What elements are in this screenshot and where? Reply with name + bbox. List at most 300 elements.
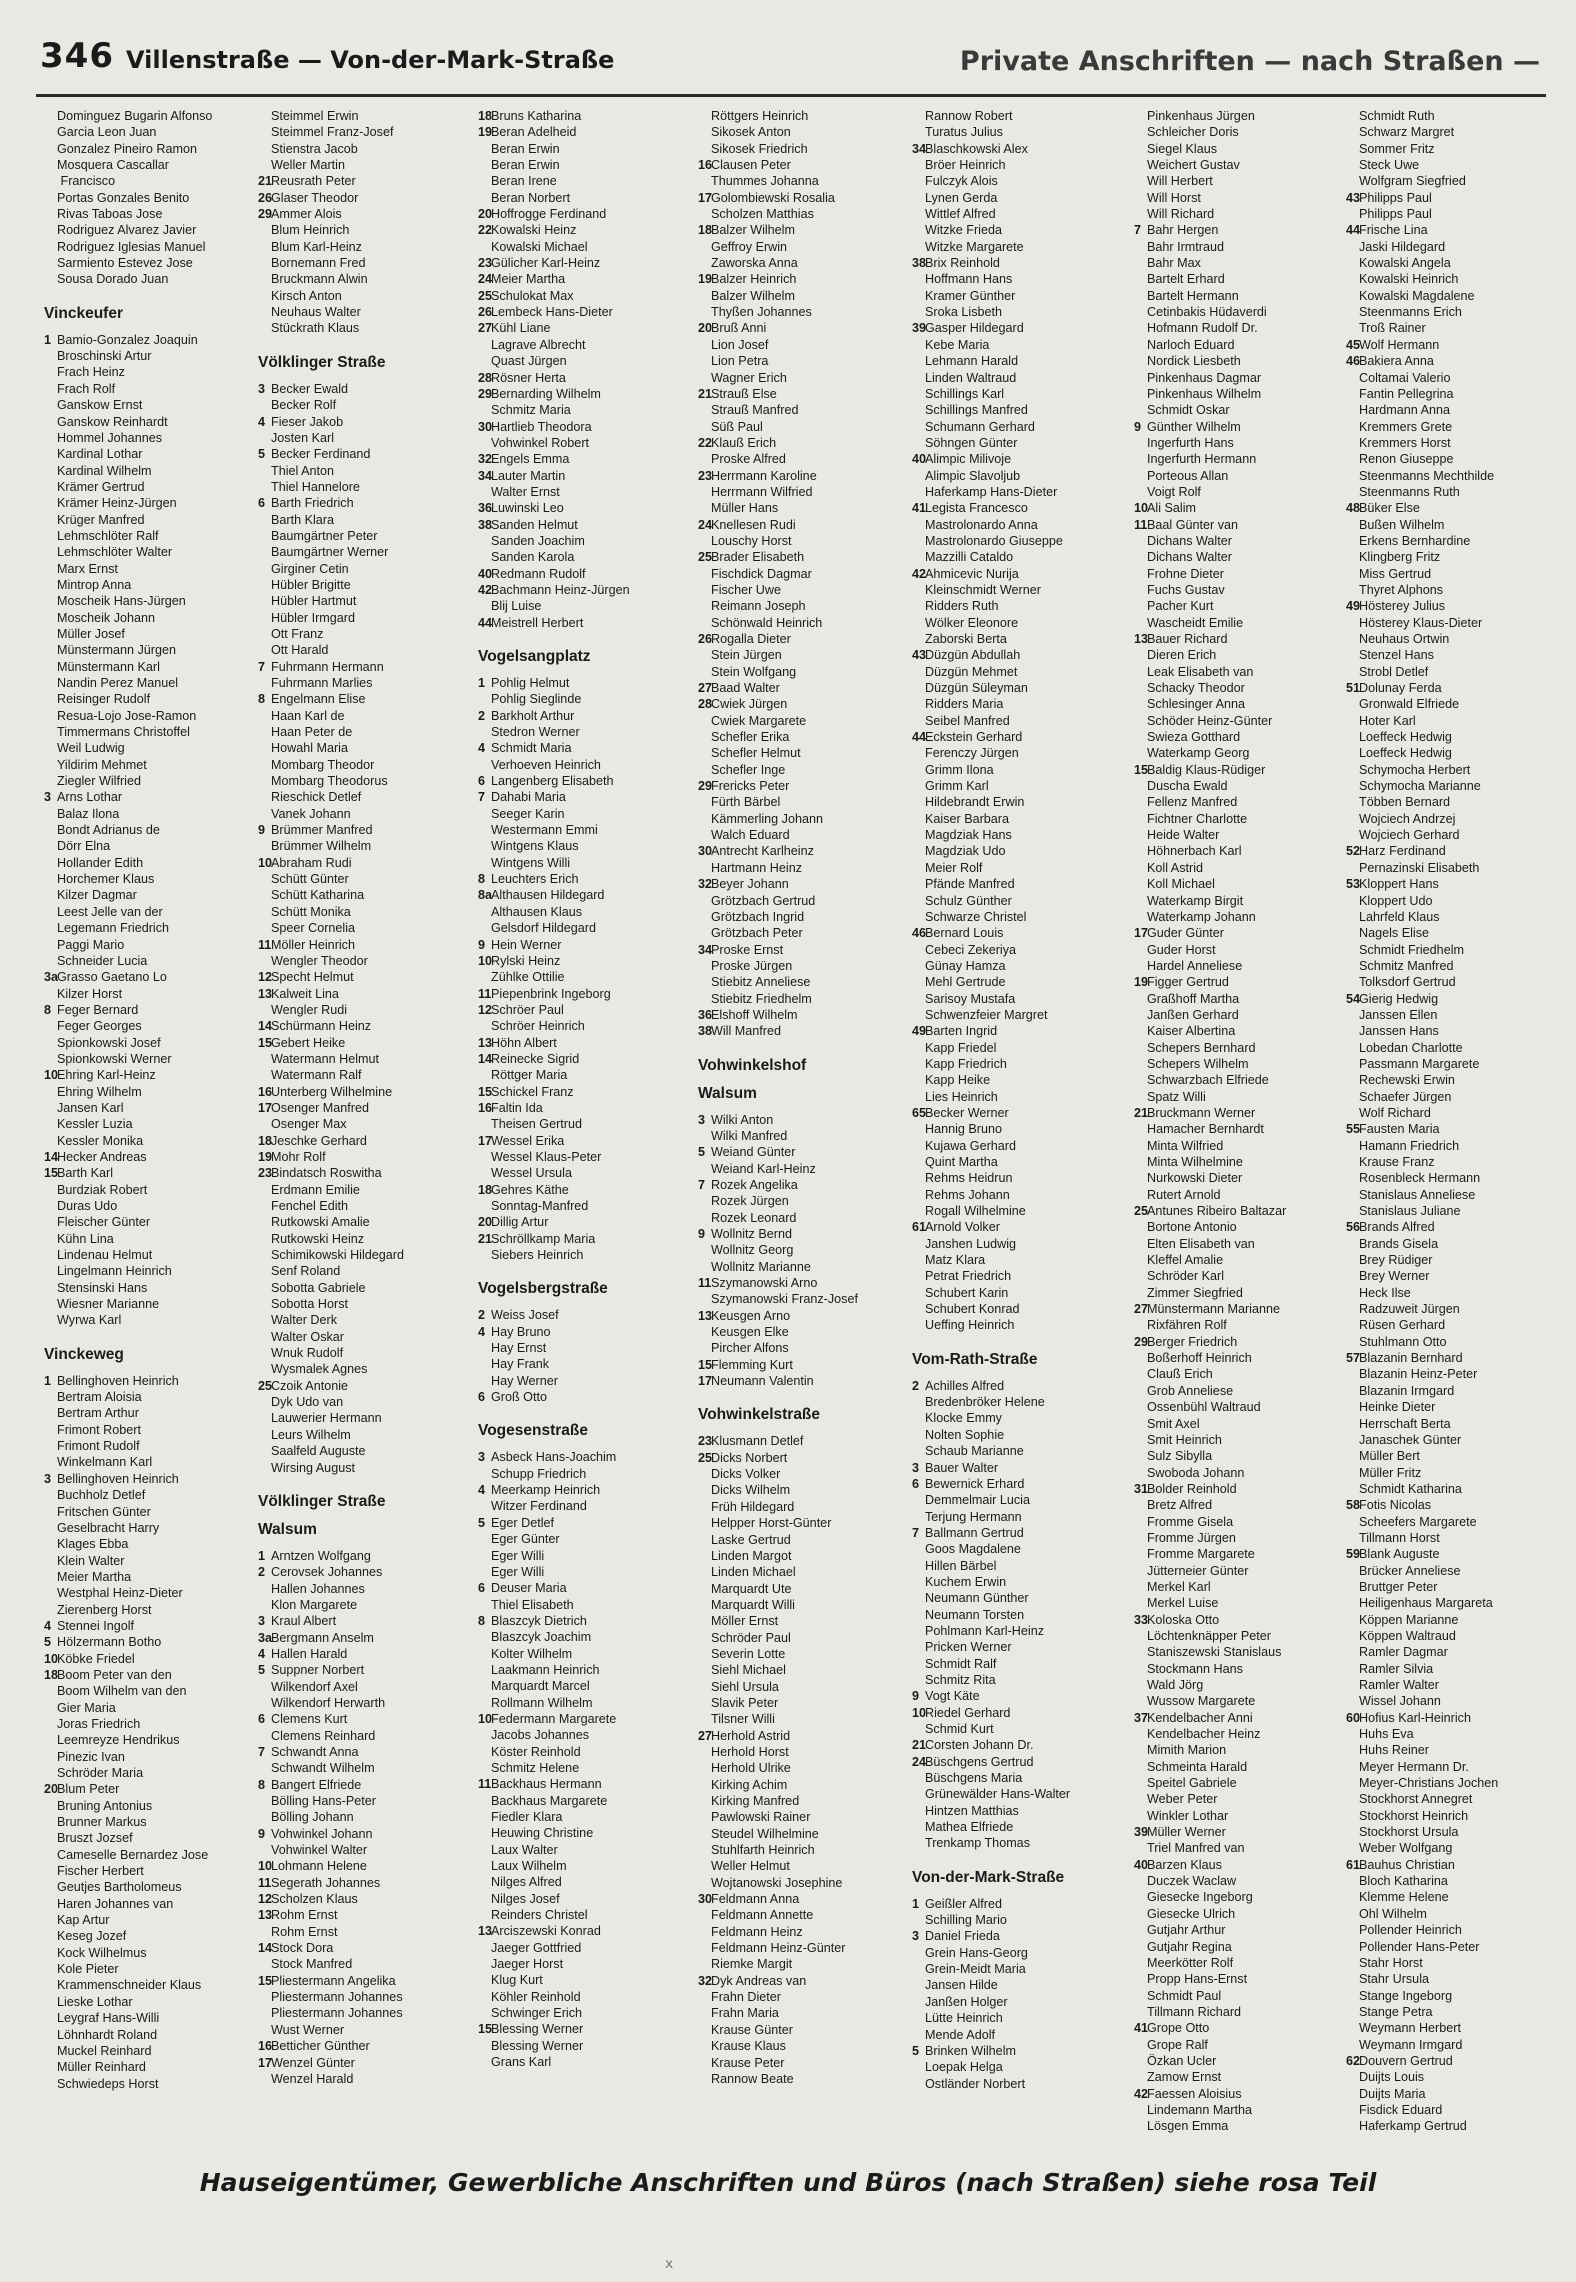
resident-name: Fritschen Günter — [57, 1504, 151, 1519]
resident-entry — [698, 1128, 898, 1144]
resident-entry — [258, 239, 458, 255]
resident-name: Rechewski Erwin — [1359, 1073, 1455, 1088]
resident-name: Figger Gertrud — [1147, 975, 1229, 990]
resident-entry — [698, 1291, 898, 1307]
resident-entry — [698, 1499, 898, 1515]
resident-entry — [1134, 1416, 1344, 1432]
resident-name: Fischer Uwe — [711, 582, 781, 597]
resident-entry — [698, 762, 898, 778]
resident-entry — [478, 1580, 678, 1596]
resident-name: Porteous Allan — [1147, 468, 1229, 483]
resident-entry — [1134, 1268, 1344, 1284]
resident-name: Fiedler Klara — [491, 1810, 563, 1824]
resident-entry — [478, 1809, 678, 1825]
resident-name: Herhold Ulrike — [711, 1761, 791, 1776]
resident-name: Hamacher Bernhardt — [1147, 1122, 1264, 1137]
resident-entry — [1346, 1236, 1550, 1252]
resident-entry — [1346, 222, 1550, 238]
resident-name: Schilling Mario — [925, 1913, 1007, 1928]
resident-name: Haferkamp Gertrud — [1359, 2119, 1467, 2134]
resident-entry — [912, 1105, 1112, 1121]
house-number: 19 — [1134, 975, 1149, 990]
resident-name: Leuchters Erich — [491, 872, 579, 887]
house-number: 32 — [698, 877, 713, 892]
resident-entry — [912, 1378, 1112, 1394]
resident-entry — [258, 1679, 458, 1695]
resident-entry — [698, 1973, 898, 1989]
house-number: 5 — [912, 2043, 920, 2058]
resident-name: Meyer Hermann Dr. — [1359, 1759, 1469, 1774]
resident-name: Wilki Manfred — [711, 1128, 788, 1143]
resident-entry — [912, 1285, 1112, 1301]
resident-name: Brücker Anneliese — [1359, 1563, 1461, 1578]
house-number: 19 — [478, 125, 493, 140]
resident-entry — [1134, 1301, 1344, 1317]
resident-entry — [1134, 1399, 1344, 1415]
resident-name: Clemens Kurt — [271, 1712, 348, 1727]
resident-entry — [1134, 1579, 1344, 1595]
resident-name: Reinecke Sigrid — [491, 1051, 580, 1066]
resident-entry — [698, 1007, 898, 1023]
resident-name: Hallen Harald — [271, 1646, 348, 1661]
resident-entry — [478, 1678, 678, 1694]
resident-entry — [1134, 402, 1344, 418]
resident-entry — [478, 484, 678, 500]
resident-entry — [478, 1989, 678, 2005]
resident-entry — [912, 124, 1112, 140]
resident-name: Feldmann Annette — [711, 1908, 814, 1923]
resident-entry — [478, 871, 678, 887]
resident-name: Schmitz Rita — [925, 1672, 996, 1687]
resident-entry — [258, 1891, 458, 1907]
resident-entry — [1134, 517, 1344, 533]
resident-entry — [44, 659, 234, 675]
resident-name: Dahabi Maria — [491, 790, 566, 805]
resident-name: Schmitz Manfred — [1359, 958, 1454, 973]
resident-entry — [912, 1252, 1112, 1268]
resident-entry — [698, 533, 898, 549]
resident-entry — [698, 1226, 898, 1242]
resident-entry — [912, 1590, 1112, 1606]
resident-entry — [1134, 1563, 1344, 1579]
house-number: 17 — [258, 1100, 273, 1115]
resident-entry — [478, 320, 678, 336]
resident-entry — [1346, 353, 1550, 369]
resident-entry — [912, 1754, 1112, 1770]
resident-entry — [258, 577, 458, 593]
resident-name: Frach Heinz — [57, 365, 125, 380]
resident-entry — [44, 1165, 234, 1181]
resident-name: Herhold Astrid — [711, 1728, 791, 1743]
resident-entry — [258, 1410, 458, 1426]
house-number: 9 — [912, 1689, 920, 1704]
resident-entry — [912, 1623, 1112, 1639]
house-number: 30 — [698, 844, 713, 859]
house-number: 60 — [1346, 1710, 1361, 1725]
resident-name: Mombarg Theodorus — [271, 774, 388, 789]
resident-entry — [698, 991, 898, 1007]
resident-entry — [698, 1940, 898, 1956]
resident-entry — [1346, 1710, 1550, 1726]
resident-entry — [1134, 843, 1344, 859]
resident-entry — [478, 353, 678, 369]
house-number: 17 — [698, 190, 713, 205]
resident-entry — [44, 157, 234, 173]
resident-name: Hannig Bruno — [925, 1122, 1003, 1137]
resident-entry — [698, 549, 898, 565]
resident-name: Schmidt Paul — [1147, 1988, 1222, 2003]
resident-name: Pinkenhaus Wilhelm — [1147, 386, 1262, 401]
resident-name: Huhs Eva — [1359, 1727, 1414, 1742]
resident-entry — [912, 778, 1112, 794]
resident-entry — [258, 1231, 458, 1247]
resident-name: Will Horst — [1147, 190, 1201, 205]
resident-name: Wolf Richard — [1359, 1105, 1431, 1120]
resident-name: Fuhrmann Marlies — [271, 676, 373, 690]
resident-name: Blaszcyk Dietrich — [491, 1613, 587, 1628]
resident-name: Mastrolonardo Giuseppe — [925, 533, 1063, 548]
resident-name: Grimm Karl — [925, 779, 989, 794]
resident-name: Feldmann Heinz — [711, 1924, 803, 1939]
resident-name: Kock Wilhelmus — [57, 1945, 147, 1960]
resident-entry — [698, 778, 898, 794]
resident-entry — [44, 1569, 234, 1585]
house-number: 5 — [258, 1663, 266, 1678]
resident-name: Pollender Heinrich — [1359, 1923, 1462, 1938]
resident-entry — [258, 724, 458, 740]
resident-name: Propp Hans-Ernst — [1147, 1972, 1248, 1987]
resident-name: Nilges Josef — [491, 1891, 560, 1906]
resident-entry — [1346, 1105, 1550, 1121]
resident-name: Rehms Johann — [925, 1187, 1010, 1202]
resident-entry — [1134, 1432, 1344, 1448]
resident-name: Schwiedeps Horst — [57, 2076, 159, 2091]
resident-entry — [258, 1989, 458, 2005]
resident-name: Geffroy Erwin — [711, 239, 788, 254]
resident-entry — [258, 544, 458, 560]
resident-entry — [1346, 1154, 1550, 1170]
resident-entry — [1346, 1873, 1550, 1889]
resident-name: Schmidt Ralf — [925, 1656, 997, 1671]
resident-entry — [698, 2005, 898, 2021]
resident-name: Hommel Johannes — [57, 430, 162, 445]
resident-entry — [44, 1504, 234, 1520]
resident-entry — [912, 729, 1112, 745]
resident-entry — [478, 1149, 678, 1165]
resident-name: Wölker Eleonore — [925, 615, 1019, 630]
resident-entry — [912, 745, 1112, 761]
resident-entry — [912, 713, 1112, 729]
house-number: 29 — [478, 386, 493, 401]
resident-entry — [44, 1438, 234, 1454]
resident-name: Stange Ingeborg — [1359, 1988, 1453, 2003]
resident-entry — [912, 1476, 1112, 1492]
resident-name: Tillmann Horst — [1359, 1530, 1440, 1545]
resident-entry — [258, 1329, 458, 1345]
resident-entry — [1134, 1285, 1344, 1301]
resident-entry — [258, 920, 458, 936]
resident-entry — [44, 1116, 234, 1132]
resident-name: Höhn Albert — [491, 1035, 557, 1050]
resident-entry — [478, 239, 678, 255]
resident-name: Becker Rolf — [271, 398, 337, 413]
resident-entry — [1134, 1219, 1344, 1235]
resident-name: Rogalla Dieter — [711, 632, 791, 646]
resident-name: Bamio-Gonzalez Joaquin — [57, 332, 198, 347]
resident-name: Althausen Hildegard — [491, 888, 605, 903]
resident-entry — [478, 500, 678, 516]
resident-entry — [1346, 1432, 1550, 1448]
resident-name: Rollmann Wilhelm — [491, 1695, 593, 1710]
resident-entry — [1346, 713, 1550, 729]
street-heading: Vogelsbergstraße — [478, 1280, 608, 1298]
resident-entry — [912, 794, 1112, 810]
resident-name: Fichtner Charlotte — [1147, 811, 1248, 826]
resident-name: Neuhaus Ortwin — [1359, 632, 1450, 646]
resident-name: Minta Wilhelmine — [1147, 1155, 1243, 1169]
resident-name: Zaworska Anna — [711, 256, 798, 271]
resident-name: Siehl Ursula — [711, 1679, 779, 1694]
resident-name: Hösterey Klaus-Dieter — [1359, 615, 1483, 630]
resident-entry — [44, 1100, 234, 1116]
house-number: 14 — [258, 1019, 273, 1034]
resident-name: Terjung Hermann — [925, 1509, 1022, 1524]
resident-name: Walter Ernst — [491, 484, 560, 499]
resident-entry — [1134, 1530, 1344, 1546]
resident-entry — [44, 430, 234, 446]
resident-name: Kühn Lina — [57, 1231, 114, 1246]
resident-name: Brunner Markus — [57, 1815, 147, 1830]
resident-name: Bölling Johann — [271, 1810, 354, 1825]
resident-entry — [478, 1018, 678, 1034]
resident-entry — [478, 419, 678, 435]
street-heading: Völklinger Straße — [258, 1492, 386, 1510]
resident-name: Ostländer Norbert — [925, 2076, 1026, 2091]
resident-entry — [1134, 582, 1344, 598]
resident-entry — [478, 1727, 678, 1743]
resident-name: Brix Reinhold — [925, 256, 1000, 271]
resident-name: Althausen Klaus — [491, 904, 583, 919]
resident-entry — [44, 1149, 234, 1165]
resident-entry — [258, 108, 458, 124]
resident-name: Petrat Friedrich — [925, 1269, 1012, 1284]
resident-entry — [1134, 1857, 1344, 1873]
resident-name: Dicks Volker — [711, 1467, 781, 1482]
resident-entry — [478, 468, 678, 484]
resident-entry — [1134, 1138, 1344, 1154]
resident-name: Schulz Günther — [925, 893, 1012, 908]
resident-name: Triel Manfred van — [1147, 1841, 1245, 1856]
resident-entry — [258, 1149, 458, 1165]
resident-entry — [478, 2005, 678, 2021]
column-5 — [912, 108, 1112, 2148]
resident-name: Schefler Erika — [711, 730, 790, 745]
house-number: 21 — [912, 1738, 927, 1753]
resident-name: Jansen Hilde — [925, 1978, 998, 1993]
resident-entry — [912, 1170, 1112, 1186]
house-number: 5 — [478, 1515, 486, 1530]
resident-name: Brümmer Wilhelm — [271, 839, 372, 854]
resident-name: Marquardt Marcel — [491, 1679, 590, 1694]
resident-entry — [1346, 2069, 1550, 2085]
resident-name: Brinken Wilhelm — [925, 2043, 1016, 2058]
resident-entry — [44, 1084, 234, 1100]
resident-name: Szymanowski Franz-Josef — [711, 1292, 858, 1307]
resident-entry — [698, 451, 898, 467]
resident-entry — [1346, 239, 1550, 255]
resident-name: Howahl Maria — [271, 741, 348, 756]
resident-name: Röttgers Heinrich — [711, 109, 809, 123]
resident-entry — [258, 288, 458, 304]
resident-name: Bortone Antonio — [1147, 1220, 1237, 1235]
resident-entry — [1346, 1742, 1550, 1758]
resident-name: Kloppert Udo — [1359, 893, 1433, 908]
resident-name: Büker Else — [1359, 501, 1420, 516]
resident-entry — [1346, 255, 1550, 271]
resident-name: Horchemer Klaus — [57, 872, 155, 887]
resident-entry — [698, 1161, 898, 1177]
resident-name: Beran Norbert — [491, 190, 571, 205]
house-number: 17 — [698, 1374, 713, 1389]
resident-entry — [1346, 1808, 1550, 1824]
resident-entry — [478, 1035, 678, 1051]
resident-name: Boßerhoff Heinrich — [1147, 1351, 1252, 1366]
resident-entry — [698, 1340, 898, 1356]
resident-name: Geselbracht Harry — [57, 1520, 160, 1535]
resident-entry — [1346, 598, 1550, 614]
resident-entry — [1134, 1971, 1344, 1987]
resident-name: Steudel Wilhelmine — [711, 1826, 819, 1841]
resident-entry — [258, 1809, 458, 1825]
resident-entry — [1134, 827, 1344, 843]
resident-entry — [478, 1923, 678, 1939]
resident-name: Klon Margarete — [271, 1597, 358, 1612]
house-number: 23 — [698, 468, 713, 483]
resident-name: Müller Josef — [57, 626, 125, 641]
resident-entry — [1346, 1726, 1550, 1742]
resident-entry — [258, 659, 458, 675]
house-number: 18 — [698, 223, 713, 238]
resident-name: Magdziak Udo — [925, 844, 1006, 859]
resident-name: Pernazinski Elisabeth — [1359, 860, 1480, 875]
house-number: 5 — [258, 447, 266, 462]
resident-entry — [44, 2027, 234, 2043]
house-number: 21 — [1134, 1105, 1149, 1120]
resident-entry — [44, 920, 234, 936]
resident-entry — [912, 1721, 1112, 1737]
house-number: 43 — [1346, 190, 1361, 205]
resident-name: Staniszewski Stanislaus — [1147, 1645, 1282, 1660]
resident-entry — [1134, 1644, 1344, 1660]
resident-name: Feldmann Heinz-Günter — [711, 1941, 846, 1956]
resident-entry — [44, 626, 234, 642]
resident-name: Coltamai Valerio — [1359, 370, 1451, 385]
resident-name: Swieza Gotthard — [1147, 730, 1241, 745]
resident-name: Stockhorst Ursula — [1359, 1825, 1459, 1840]
resident-name: Riemke Margit — [711, 1957, 793, 1972]
resident-name: Seeger Karin — [491, 806, 565, 821]
resident-name: Eger Detlef — [491, 1515, 554, 1530]
house-number: 20 — [44, 1782, 59, 1797]
resident-entry — [698, 647, 898, 663]
resident-name: Neumann Valentin — [711, 1374, 814, 1389]
resident-name: Schillings Karl — [925, 386, 1005, 401]
house-number: 21 — [258, 174, 273, 189]
resident-name: Weber Wolfgang — [1359, 1841, 1453, 1856]
resident-entry — [698, 386, 898, 402]
resident-entry — [698, 1711, 898, 1727]
resident-name: Speitel Gabriele — [1147, 1776, 1237, 1791]
resident-name: Giesecke Ingeborg — [1147, 1890, 1253, 1905]
resident-name: Frahn Dieter — [711, 1990, 781, 2005]
resident-entry — [44, 190, 234, 206]
resident-entry — [698, 108, 898, 124]
resident-name: Schröder Karl — [1147, 1269, 1224, 1284]
resident-entry — [1134, 942, 1344, 958]
resident-entry — [698, 1242, 898, 1258]
resident-entry — [258, 838, 458, 854]
resident-name: Stiebitz Anneliese — [711, 975, 811, 990]
resident-name: Unterberg Wilhelmine — [271, 1084, 393, 1099]
resident-name: Rannow Robert — [925, 109, 1013, 123]
resident-name: Lehmann Harald — [925, 354, 1019, 369]
resident-entry — [258, 1662, 458, 1678]
resident-entry — [1346, 1399, 1550, 1415]
resident-name: Klocke Emmy — [925, 1411, 1002, 1426]
house-number: 4 — [478, 1324, 486, 1339]
resident-entry — [698, 402, 898, 418]
resident-entry — [1346, 745, 1550, 761]
resident-name: Joras Friedrich — [57, 1716, 141, 1731]
house-number: 3 — [698, 1112, 706, 1127]
resident-name: Lion Josef — [711, 337, 769, 352]
resident-entry — [912, 173, 1112, 189]
house-number: 3a — [44, 970, 59, 985]
resident-name: Herhold Horst — [711, 1744, 789, 1759]
resident-entry — [478, 1231, 678, 1247]
resident-name: Kühl Liane — [491, 321, 551, 336]
resident-entry — [258, 789, 458, 805]
resident-entry — [44, 904, 234, 920]
house-number: 15 — [44, 1166, 59, 1181]
resident-entry — [44, 1247, 234, 1263]
resident-name: Schmitz Helene — [491, 1760, 580, 1775]
resident-name: Ridders Ruth — [925, 599, 999, 614]
resident-name: Kilzer Dagmar — [57, 888, 137, 903]
resident-name: Rehms Heidrun — [925, 1171, 1013, 1186]
resident-entry — [1134, 1955, 1344, 1971]
house-number: 20 — [478, 207, 493, 222]
resident-name: Dicks Norbert — [711, 1450, 788, 1465]
resident-entry — [478, 1597, 678, 1613]
resident-name: Swoboda Johann — [1147, 1465, 1245, 1480]
resident-name: Höhnerbach Karl — [1147, 844, 1242, 859]
house-number: 8 — [258, 1777, 266, 1792]
resident-name: Becker Ewald — [271, 381, 348, 396]
resident-name: Kendelbacher Anni — [1147, 1710, 1253, 1725]
resident-entry — [698, 1433, 898, 1449]
resident-entry — [1346, 1089, 1550, 1105]
resident-entry — [258, 1312, 458, 1328]
resident-entry — [1346, 1301, 1550, 1317]
resident-entry — [1346, 468, 1550, 484]
resident-entry — [912, 827, 1112, 843]
resident-entry — [44, 806, 234, 822]
resident-name: Kolter Wilhelm — [491, 1646, 573, 1661]
resident-name: Grans Karl — [491, 2055, 552, 2070]
resident-name: Dolunay Ferda — [1359, 681, 1442, 696]
resident-name: Vohwinkel Walter — [271, 1843, 368, 1858]
